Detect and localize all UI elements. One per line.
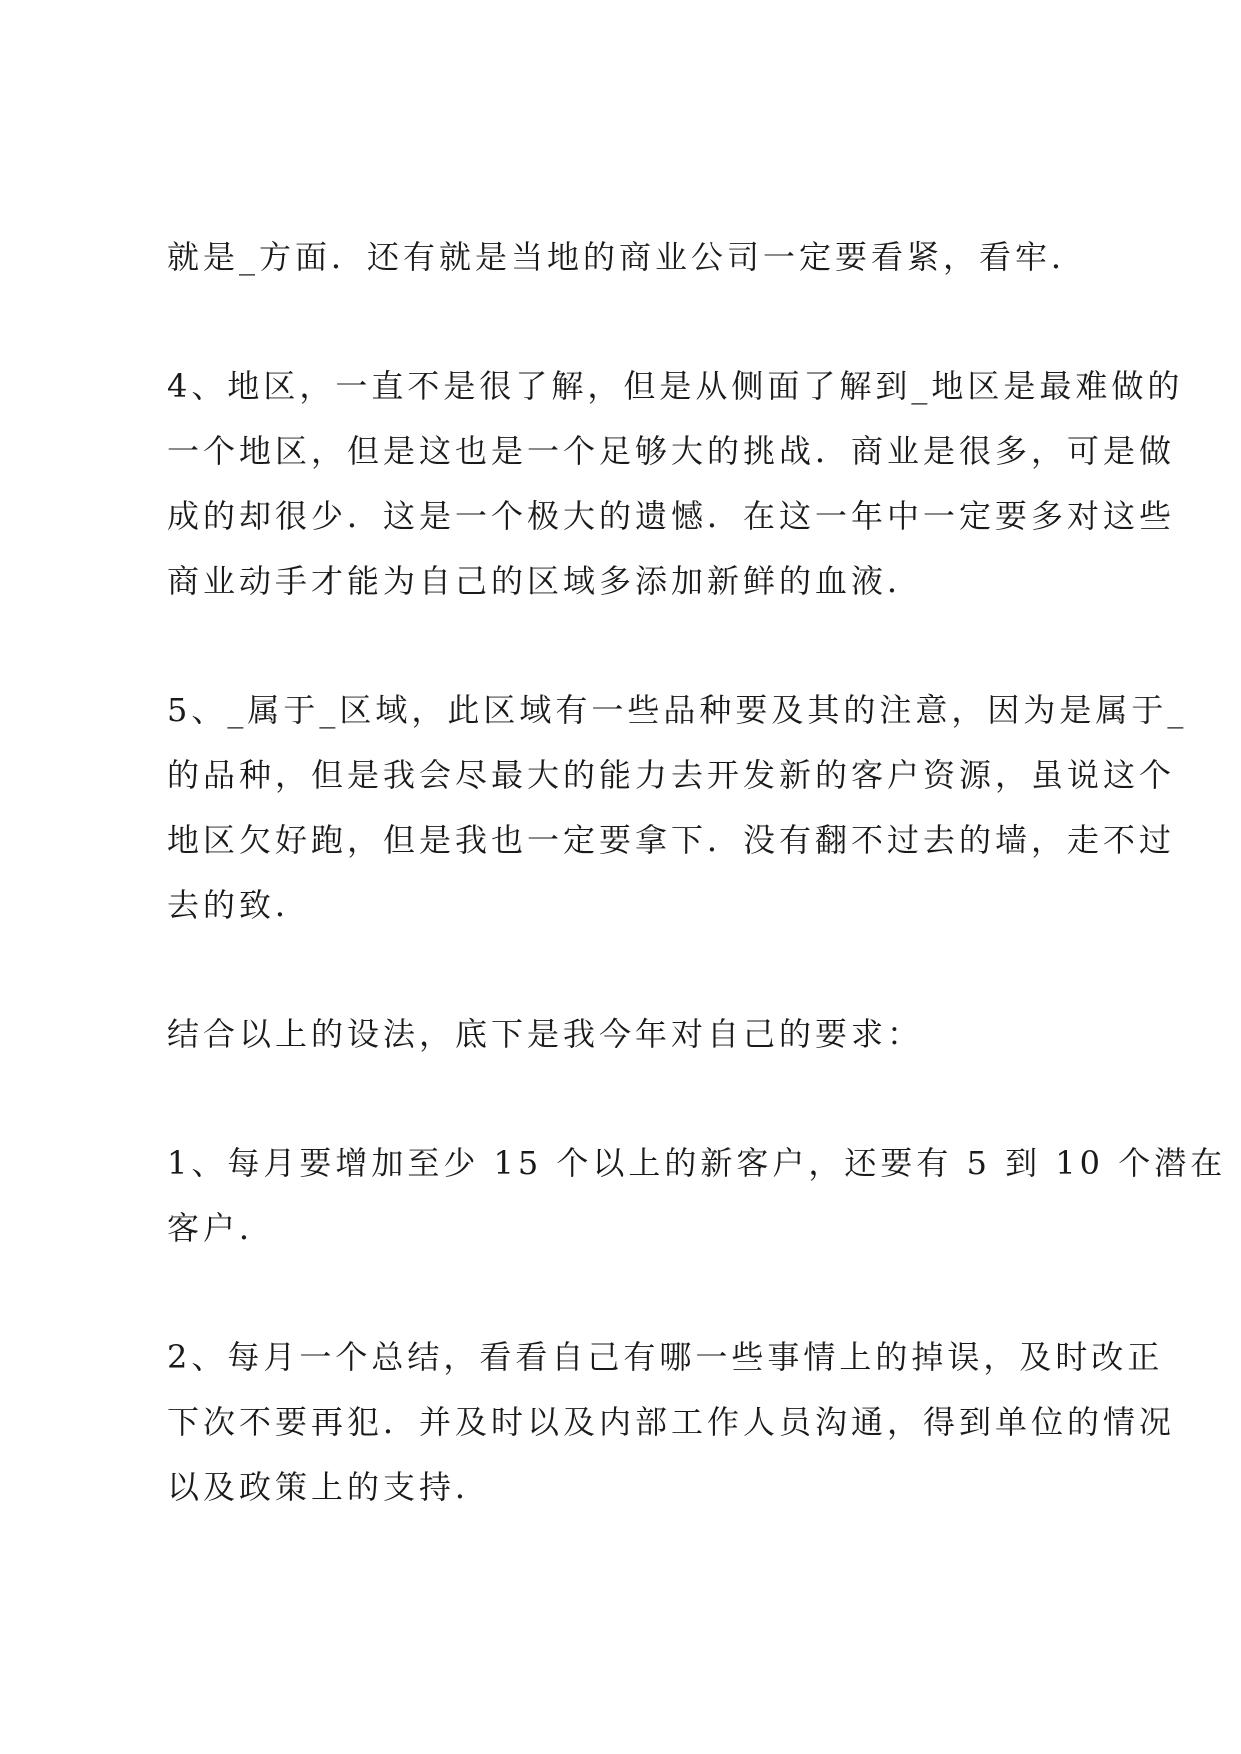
- text-line: 客户．: [167, 1209, 276, 1247]
- paragraph-gap: [167, 614, 1097, 678]
- paragraph-requirement-2: [167, 1325, 1176, 1520]
- text-line: 4、地区，一直不是很了解，但是从侧面了解到_地区是最难做的: [167, 367, 1184, 405]
- paragraph-requirements-intro: [167, 1002, 1097, 1067]
- paragraph-gap: [167, 290, 1097, 354]
- text-line: 1、每月要增加至少 15 个以上的新客户，还要有 5 到 10 个潜在: [167, 1144, 1227, 1182]
- paragraph-gap: [167, 938, 1097, 1002]
- text-line: 2、每月一个总结，看看自己有哪一些事情上的掉误，及时改正: [167, 1338, 1164, 1376]
- text-line: 就是_方面．还有就是当地的商业公司一定要看紧，看牢．: [167, 238, 1088, 276]
- document-body: [167, 225, 1227, 1520]
- text-line: 5、_属于_区域，此区域有一些品种要及其的注意，因为是属于_: [167, 691, 1188, 729]
- text-line: 一个地区，但是这也是一个足够大的挑战．商业是很多，可是做: [167, 432, 1176, 470]
- paragraph-requirement-1: [167, 1131, 1227, 1261]
- text-line: 商业动手才能为自己的区域多添加新鲜的血液．: [167, 562, 924, 600]
- text-line: 成的却很少．这是一个极大的遗憾．在这一年中一定要多对这些: [167, 497, 1176, 535]
- text-line: 下次不要再犯．并及时以及内部工作人员沟通，得到单位的情况: [167, 1403, 1176, 1441]
- text-line: 地区欠好跑，但是我也一定要拿下．没有翻不过去的墙，走不过: [167, 821, 1176, 859]
- text-line: 去的致．: [167, 886, 312, 924]
- paragraph-business-companies: [167, 225, 1097, 290]
- paragraph-gap: [167, 1261, 1097, 1325]
- text-line: 以及政策上的支持．: [167, 1468, 492, 1506]
- text-line: 的品种，但是我会尽最大的能力去开发新的客户资源，虽说这个: [167, 756, 1176, 794]
- text-line: 结合以上的设法，底下是我今年对自己的要求：: [167, 1015, 924, 1053]
- paragraph-gap: [167, 1067, 1097, 1131]
- paragraph-item-4: [167, 354, 1184, 614]
- paragraph-item-5: [167, 678, 1188, 938]
